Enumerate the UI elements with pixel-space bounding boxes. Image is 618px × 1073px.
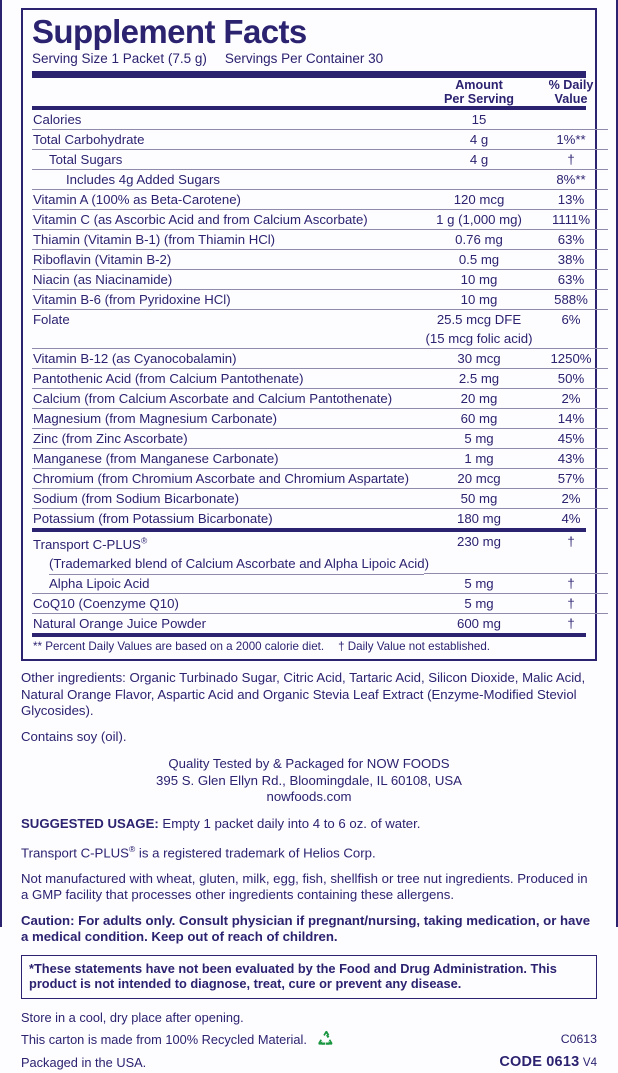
panel-rule-top bbox=[32, 71, 586, 78]
code-version: V4 bbox=[582, 1056, 597, 1069]
fda-disclaimer-box bbox=[21, 955, 597, 999]
header-daily-value: % Daily Value bbox=[548, 77, 594, 106]
table-row: Niacin (as Niacinamide) 10 mg 63% bbox=[32, 269, 608, 289]
table-row: Thiamin (Vitamin B-1) (from Thiamin HCl) 0.76 mg 63% bbox=[32, 229, 608, 249]
nutrition-header-table bbox=[32, 78, 608, 106]
packaged-text: Packaged in the USA. bbox=[21, 1054, 147, 1070]
panel-footnotes bbox=[32, 637, 586, 655]
table-row: Pantothenic Acid (from Calcium Pantothenate) 2.5 mg 50% bbox=[32, 368, 608, 388]
address-line-1: Quality Tested by & Packaged for NOW FOODS bbox=[168, 756, 450, 772]
table-row: Folate 25.5 mcg DFE (15 mcg folic acid) 6% bbox=[32, 309, 608, 348]
recycle-icon bbox=[316, 1030, 335, 1049]
blend-table bbox=[32, 532, 608, 633]
serving-info bbox=[32, 51, 586, 68]
label-body bbox=[21, 670, 597, 1073]
nutrition-table bbox=[32, 110, 608, 528]
table-row: Total Sugars 4 g † bbox=[32, 149, 608, 169]
other-ingredients: Other ingredients: Organic Turbinado Sugar, Citric Acid, Tartaric Acid, Silicon Dioxide, Malic Acid, Natural Orange Flavor, Aspartic Acid and Organic Stevia Leaf Extract (Enzyme-Modified Steviol Glycosides). bbox=[21, 670, 586, 719]
table-row: Natural Orange Juice Powder 600 mg † bbox=[32, 614, 608, 634]
panel-title: Supplement Facts bbox=[32, 13, 307, 50]
header-amount: Amount Per Serving bbox=[444, 77, 514, 106]
code-small: C0613 bbox=[560, 1031, 597, 1046]
table-row: Vitamin B-12 (as Cyanocobalamin) 30 mcg 1250% bbox=[32, 348, 608, 368]
code-block bbox=[499, 1052, 597, 1073]
nutrition-rows bbox=[32, 110, 608, 528]
storage-line bbox=[21, 1008, 597, 1027]
table-row: Chromium (from Chromium Ascorbate and Chromium Aspartate) 20 mcg 57% bbox=[32, 468, 608, 488]
fda-disclaimer-text: *These statements have not been evaluated by the Food and Drug Administration. This product is not intended to diagnose, treat, cure or prevent any disease. bbox=[29, 960, 557, 992]
suggested-usage-label: SUGGESTED USAGE: bbox=[21, 815, 159, 831]
servings-per-container: Servings Per Container 30 bbox=[224, 50, 384, 66]
table-row: Sodium (from Sodium Bicarbonate) 50 mg 2% bbox=[32, 488, 608, 508]
nutrition-header-row bbox=[32, 78, 608, 106]
suggested-usage bbox=[21, 816, 597, 833]
table-row: Calcium (from Calcium Ascorbate and Calcium Pantothenate) 20 mg 2% bbox=[32, 388, 608, 408]
label-inner bbox=[11, 0, 607, 1070]
suggested-usage-text: Empty 1 packet daily into 4 to 6 oz. of water. bbox=[158, 815, 421, 831]
table-row: Includes 4g Added Sugars 8%** bbox=[32, 169, 608, 189]
table-row: Zinc (from Zinc Ascorbate) 5 mg 45% bbox=[32, 428, 608, 448]
allergen-statement: Not manufactured with wheat, gluten, milk, egg, fish, shellfish or tree nut ingredients. Produced in a GMP facility that processes other ingredients containing these allergens. bbox=[21, 870, 588, 903]
table-row: Riboflavin (Vitamin B-2) 0.5 mg 38% bbox=[32, 249, 608, 269]
address-line-2: 395 S. Glen Ellyn Rd., Bloomingdale, IL 60108, USA bbox=[156, 772, 462, 788]
serving-size: Serving Size 1 Packet (7.5 g) bbox=[32, 50, 207, 66]
recycled-line bbox=[21, 1030, 597, 1049]
footnote-dagger: † Daily Value not established. bbox=[338, 640, 490, 654]
table-row: (Trademarked blend of Calcium Ascorbate and Alpha Lipoic Acid) bbox=[49, 556, 429, 572]
table-row: Alpha Lipoic Acid 5 mg † bbox=[32, 574, 608, 594]
table-row: Transport C-PLUS® 230 mg † bbox=[33, 533, 575, 553]
table-row: Vitamin A (100% as Beta-Carotene) 120 mcg 13% bbox=[32, 189, 608, 209]
supplement-facts-panel bbox=[21, 8, 597, 661]
header-blank bbox=[32, 78, 424, 106]
manufacturer-address bbox=[21, 756, 597, 806]
table-row: Vitamin C (as Ascorbic Acid and from Calcium Ascorbate) 1 g (1,000 mg) 1111% bbox=[32, 209, 608, 229]
transport-c-plus-name: Transport C-PLUS® bbox=[33, 535, 148, 553]
recycled-text: This carton is made from 100% Recycled Material. bbox=[21, 1031, 307, 1047]
trademark-statement: Transport C-PLUS® is a registered trademark of Helios Corp. bbox=[21, 844, 376, 861]
table-row: Calories 15 bbox=[33, 111, 487, 127]
table-row: Total Carbohydrate 4 g 1%** bbox=[32, 129, 608, 149]
blend-rows bbox=[32, 532, 608, 633]
table-row: Magnesium (from Magnesium Carbonate) 60 mg 14% bbox=[32, 408, 608, 428]
storage-text: Store in a cool, dry place after opening. bbox=[21, 1009, 244, 1025]
table-row: Potassium (from Potassium Bicarbonate) 180 mg 4% bbox=[32, 508, 608, 528]
website-url[interactable]: nowfoods.com bbox=[266, 789, 352, 805]
table-row: CoQ10 (Coenzyme Q10) 5 mg † bbox=[32, 594, 608, 614]
table-row: Vitamin B-6 (from Pyridoxine HCl) 10 mg 588% bbox=[32, 289, 608, 309]
footnote-daily-value: ** Percent Daily Values are based on a 2000 calorie diet. bbox=[33, 640, 325, 654]
contains-statement: Contains soy (oil). bbox=[21, 728, 127, 744]
folate-amount: 25.5 mcg DFE (15 mcg folic acid) bbox=[424, 309, 534, 348]
packaged-line bbox=[21, 1052, 597, 1073]
table-row: Manganese (from Manganese Carbonate) 1 mg 43% bbox=[32, 448, 608, 468]
code-strong: CODE 0613 bbox=[499, 1053, 580, 1070]
caution-statement: Caution: For adults only. Consult physician if pregnant/nursing, taking medication, or have a medical condition. Keep out of reach of children. bbox=[21, 912, 591, 945]
